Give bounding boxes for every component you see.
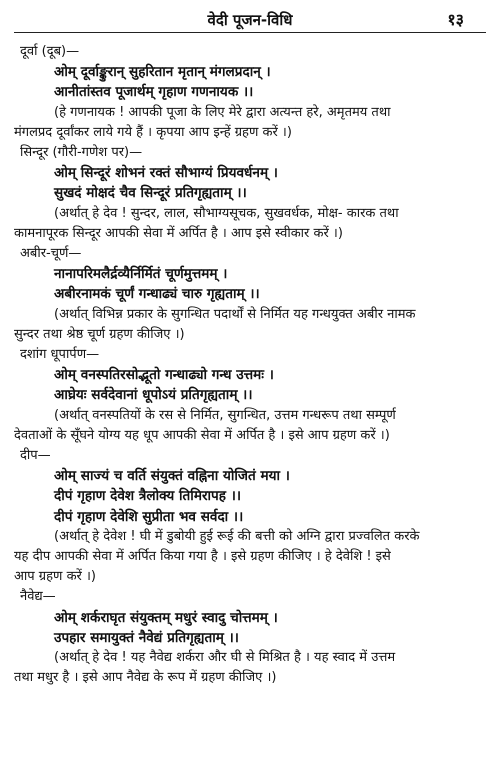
pujan-section <box>14 345 486 446</box>
meaning-line: (अर्थात् हे देवेश ! घी में डुबोयी हुई रूई की बत्ती को अग्नि द्वारा प्रज्वलित करके <box>54 528 420 544</box>
meaning-line: कामनापूरक सिन्दूर आपकी सेवा में अर्पित है । आप इसे स्वीकार करें ।) <box>14 225 343 241</box>
mantra-line: ओम् वनस्पतिरसोद्भूतो गन्धाढ्यो गन्ध उत्तमः । <box>54 367 274 384</box>
pujan-section <box>14 446 486 587</box>
section-heading: सिन्दूर (गौरी-गणेश पर)— <box>20 145 143 161</box>
mantra-line: दीपं गृहाण देवेश त्रैलोक्य तिमिरापह ।। <box>54 488 242 505</box>
section-heading: नैवेद्य— <box>20 589 56 605</box>
section-heading: दीप— <box>20 448 51 464</box>
meaning-line: (अर्थात् हे देव ! यह नैवेद्य शर्करा और घी से मिश्रित है । यह स्वाद में उत्तम <box>54 650 396 666</box>
pujan-section <box>14 143 486 244</box>
mantra-line: नानापरिमलैर्द्रव्यैर्निर्मितं चूर्णमुत्तमम् । <box>54 266 228 283</box>
page-content <box>14 32 486 689</box>
meaning-line: आप ग्रहण करें ।) <box>14 569 97 585</box>
mantra-line: सुखदं मोक्षदं चैव सिन्दूरं प्रतिगृह्यताम् ।। <box>54 185 247 202</box>
mantra-line: ओम् शर्कराघृत संयुक्तम् मधुरं स्वादु चोत्तमम् । <box>54 609 278 626</box>
pujan-section <box>14 587 486 688</box>
meaning-line: (अर्थात् हे देव ! सुन्दर, लाल, सौभाग्यसूचक, सुखवर्धक, मोक्ष- कारक तथा <box>54 205 399 221</box>
mantra-line: ओम् दूर्वाङ्कुरान् सुहरितान मृतान् मंगलप्रदान् । <box>54 64 271 81</box>
meaning-line: मंगलप्रद दूर्वांकर लाये गये हैं । कृपया आप इन्हें ग्रहण करें ।) <box>14 124 292 140</box>
mantra-line: आघ्रेयः सर्वदेवानां धूपोऽयं प्रतिगृह्यताम् ।। <box>54 387 253 404</box>
meaning-line: (अर्थात् विभिन्न प्रकार के सुगन्धित पदार्थों से निर्मित यह गन्धयुक्त अबीर नामक <box>54 306 416 322</box>
meaning-line: तथा मधुर है । इसे आप नैवेद्य के रूप में ग्रहण कीजिए ।) <box>14 670 277 686</box>
meaning-line: यह दीप आपकी सेवा में अर्पित किया गया है । इसे ग्रहण कीजिए । हे देवेशि ! इसे <box>14 549 391 565</box>
mantra-line: ओम् सिन्दूरं शोभनं रक्तं सौभाग्यं प्रियवर्धनम् । <box>54 165 278 182</box>
page-number: १३ <box>447 10 464 29</box>
meaning-line: देवताओं के सूँघने योग्य यह धूप आपकी सेवा में अर्पित है । इसे आप ग्रहण करें ।) <box>14 427 390 443</box>
mantra-line: आनीतांस्तव पूजार्थम् गृहाण गणनायक ।। <box>54 84 254 101</box>
pujan-section <box>14 42 486 143</box>
section-heading: दशांग धूपार्पण— <box>20 347 100 363</box>
meaning-line: सुन्दर तथा श्रेष्ठ चूर्ण ग्रहण कीजिए ।) <box>14 326 185 342</box>
section-heading: अबीर-चूर्ण— <box>20 246 82 262</box>
mantra-line: उपहार समायुक्तं नैवेद्यं प्रतिगृह्यताम् ।। <box>54 629 239 646</box>
mantra-line: ओम् साज्यं च वर्ति संयुक्तं वह्निना योजितं मया । <box>54 468 290 485</box>
page-header <box>14 0 486 32</box>
page-title: वेदी पूजन-विधि <box>207 11 293 29</box>
mantra-line: अबीरनामकं चूर्णं गन्धाढ्यं चारु गृह्यताम् ।। <box>54 286 260 303</box>
pujan-section <box>14 244 486 345</box>
meaning-line: (हे गणनायक ! आपकी पूजा के लिए मेरे द्वारा अत्यन्त हरे, अमृतमय तथा <box>54 104 391 120</box>
section-heading: दूर्वा (दूब)— <box>20 44 80 59</box>
meaning-line: (अर्थात् वनस्पतियों के रस से निर्मित, सुगन्धित, उत्तम गन्धरूप तथा सम्पूर्ण <box>54 407 396 423</box>
mantra-line: दीपं गृहाण देवेशि सुप्रीता भव सर्वदा ।। <box>54 508 244 525</box>
header-rule <box>14 32 486 33</box>
